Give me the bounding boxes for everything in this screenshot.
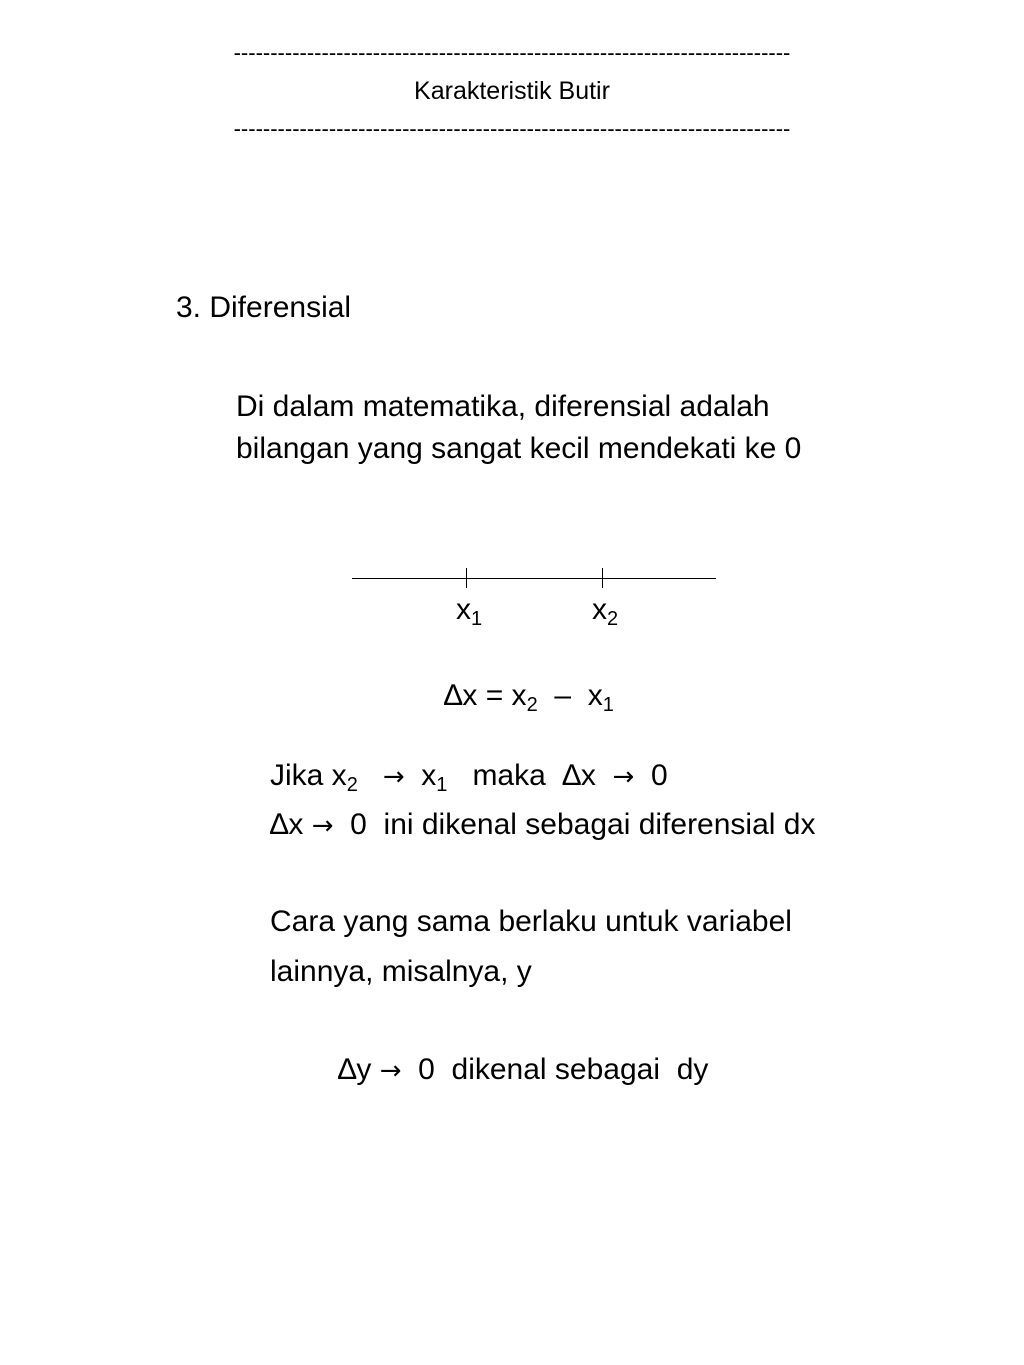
limit-rule-1: Jika $x_2$ → $x_1$ maka ∆x → 0: [270, 759, 668, 796]
delta-symbol: ∆: [444, 679, 463, 712]
arrow-right-icon: →: [311, 811, 334, 841]
header-rule-bottom: ----------------------------------------------------------------------------: [233, 116, 791, 141]
label-x2: $x_2$: [592, 593, 619, 630]
paragraph-line-2: lainnya, misalnya, y: [270, 955, 532, 988]
paragraph-line-1: Cara yang sama berlaku untuk variabel: [270, 905, 792, 938]
delta-x-formula: $\Delta x = x_2 - x_1$: [444, 679, 614, 716]
page-header-title: Karakteristik Butir: [414, 77, 610, 105]
limit-rule-2: ∆x → 0 ini dikenal sebagai diferensial dx: [270, 808, 816, 841]
definition-line-1: Di dalam matematika, diferensial adalah: [236, 390, 770, 423]
arrow-right-icon: →: [379, 1056, 402, 1086]
header-rule-top: ----------------------------------------------------------------------------: [233, 40, 791, 65]
number-line-axis: [352, 578, 716, 579]
arrow-right-icon: →: [382, 762, 405, 792]
arrow-right-icon: →: [612, 762, 635, 792]
limit-rule-3: ∆y → 0 dikenal sebagai dy: [338, 1053, 709, 1086]
tick-x1: [466, 568, 467, 588]
label-x1: $x_1$: [456, 593, 483, 630]
definition-line-2: bilangan yang sangat kecil mendekati ke 0: [236, 432, 802, 465]
tick-x2: [602, 568, 603, 588]
section-heading: 3. Diferensial: [176, 291, 352, 324]
